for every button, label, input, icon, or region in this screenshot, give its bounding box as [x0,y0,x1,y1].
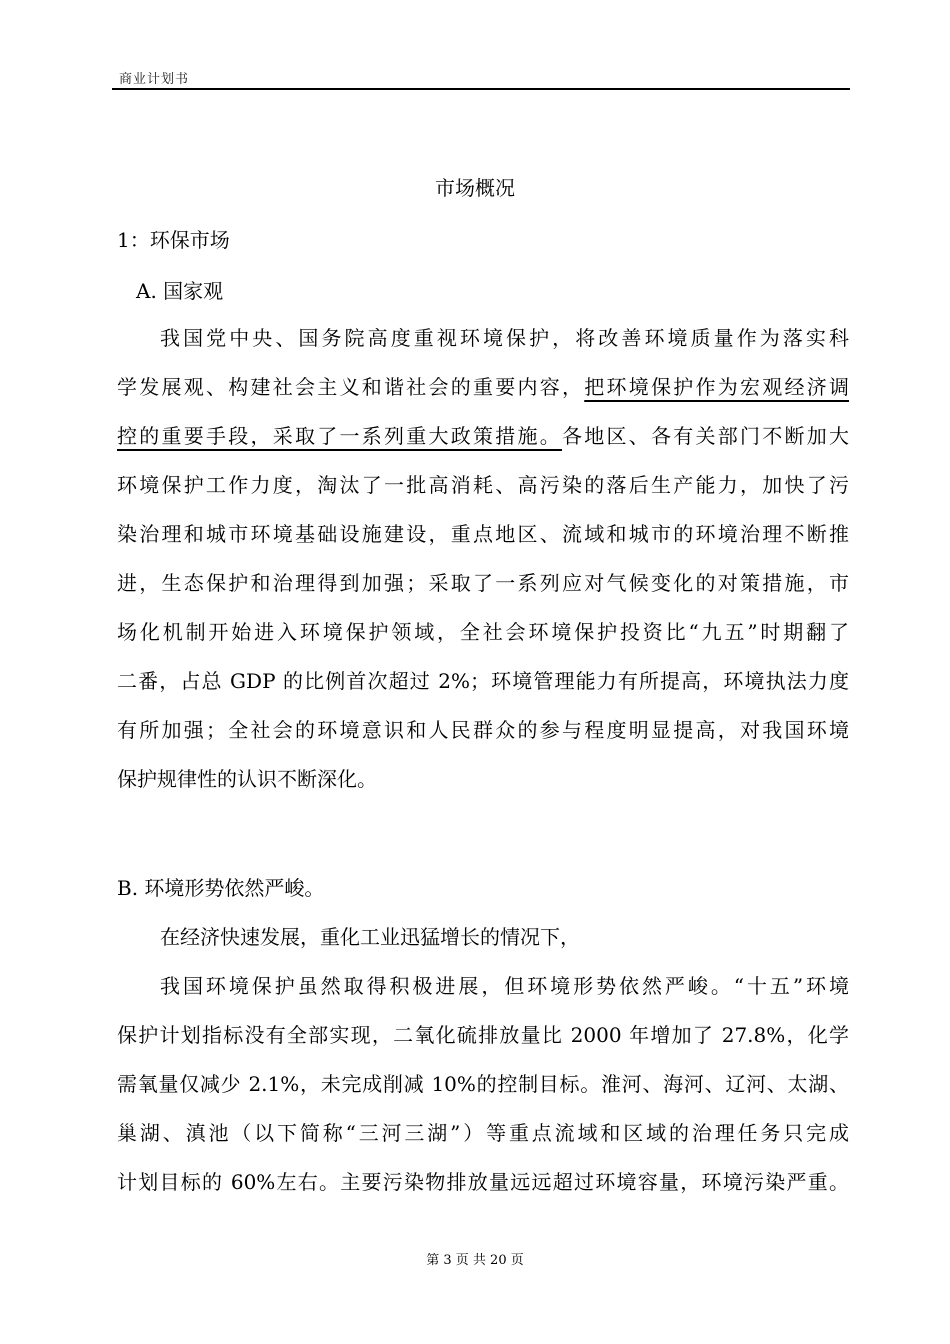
paragraph-line: 在经济快速发展，重化工业迅猛增长的情况下， [160,925,580,949]
paragraph-line: 保护计划指标没有全部实现，二氧化硫排放量比 2000 年增加了 27.8%，化学 [117,1023,849,1047]
running-header-title: 商业计划书 [119,72,190,87]
paragraph-line: 计划目标的 60%左右。主要污染物排放量远远超过环境容量，环境污染严重。 [117,1170,849,1194]
paragraph-line: 我国环境保护虽然取得积极进展，但环境形势依然严峻。“十五”环境 [160,974,849,998]
paragraph-line: 场化机制开始进入环境保护领域，全社会环境保护投资比“九五”时期翻了 [117,620,849,644]
paragraph-line: 保护规律性的认识不断深化。 [117,767,377,791]
underlined-text: 把环境保护作为宏观经济调 [584,375,849,399]
underlined-text: 控的重要手段，采取了一系列重大政策措施。 [117,424,562,448]
paragraph-text: 各地区、各有关部门不断加大 [562,424,849,448]
paragraph-line: 我国党中央、国务院高度重视环境保护，将改善环境质量作为落实科 [160,326,849,350]
paragraph-line [117,371,849,400]
paragraph-line: 需氧量仅减少 2.1%，未完成削减 10%的控制目标。淮河、海河、辽河、太湖、 [117,1072,849,1096]
subsection-heading-national-view: A. 国家观 [136,279,224,303]
paragraph-line: 染治理和城市环境基础设施建设，重点地区、流域和城市的环境治理不断推 [117,522,849,546]
paragraph-line: 二番，占总 GDP 的比例首次超过 2%；环境管理能力有所提高，环境执法力度 [117,669,849,693]
paragraph-line: 进，生态保护和治理得到加强；采取了一系列应对气候变化的对策措施，市 [117,571,849,595]
header-divider [112,88,850,90]
subsection-heading-environmental-situation: B. 环境形势依然严峻。 [117,876,325,900]
page-title: 市场概况 [435,176,515,200]
paragraph-line [117,420,849,449]
paragraph-text: 学发展观、构建社会主义和谐社会的重要内容， [117,375,585,399]
paragraph-line: 有所加强；全社会的环境意识和人民群众的参与程度明显提高，对我国环境 [117,718,849,742]
paragraph-line: 巢湖、滇池（以下简称“三河三湖”）等重点流域和区域的治理任务只完成 [117,1121,849,1145]
page-number-footer: 第 3 页 共 20 页 [426,1253,524,1268]
section-heading-environmental-market: 1：环保市场 [117,228,230,252]
paragraph-line: 环境保护工作力度，淘汰了一批高消耗、高污染的落后生产能力，加快了污 [117,473,849,497]
